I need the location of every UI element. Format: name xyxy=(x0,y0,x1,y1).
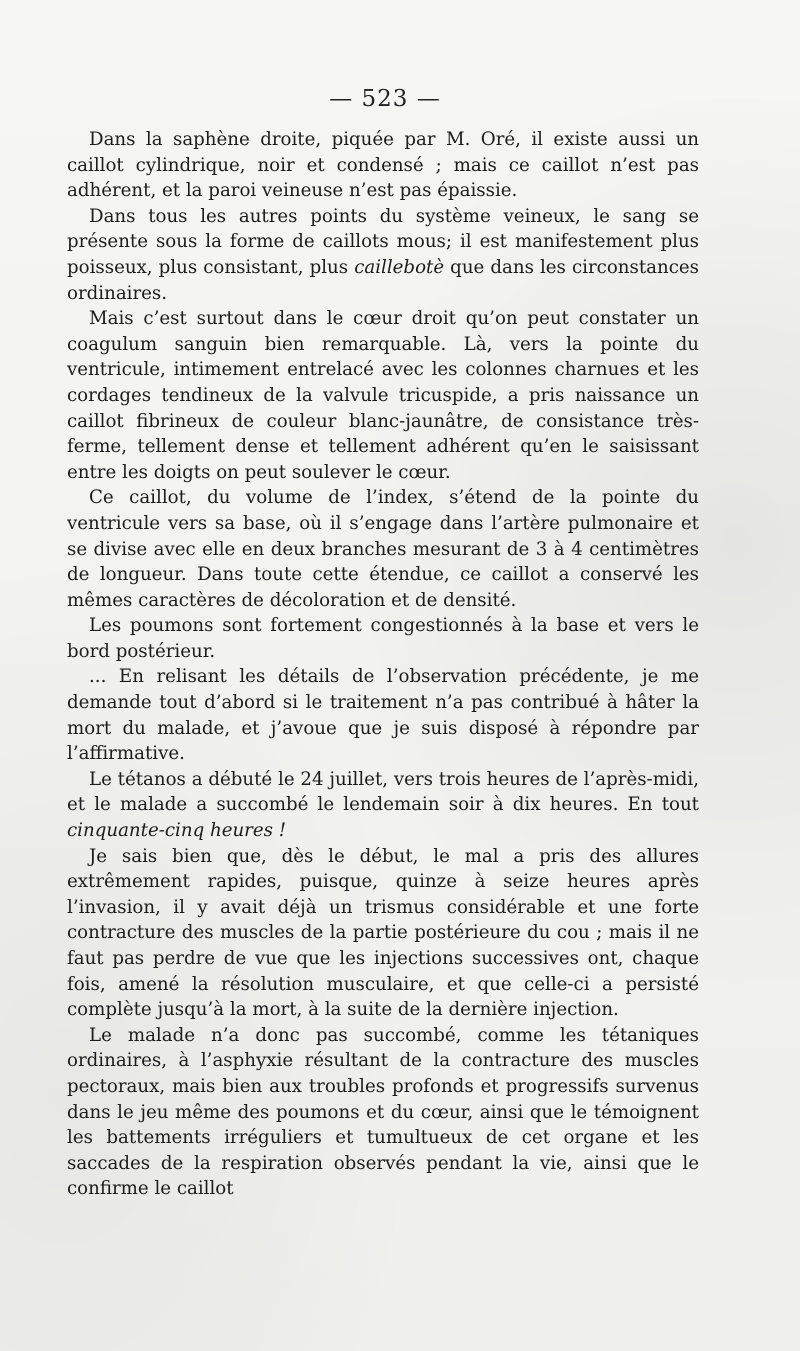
body-text xyxy=(67,127,699,1202)
paragraph xyxy=(67,306,699,485)
paragraph-text: Les poumons sont fortement congestionnés à la base et vers le bord postérieur. xyxy=(67,615,699,662)
paragraph xyxy=(67,204,699,306)
page-number: — 523 — xyxy=(329,86,441,112)
italic-text: caillebotè xyxy=(354,256,445,278)
italic-text: cinquante-cinq heures ! xyxy=(67,820,287,842)
paragraph-text: Dans tous les autres points du système veineux, le sang se présente sous la forme de caillots mous; il est manifestement plus poisseux, plus consistant, plus xyxy=(67,205,699,278)
paragraph xyxy=(67,127,699,204)
paragraph xyxy=(67,1023,699,1202)
paragraph-text: Mais c’est surtout dans le cœur droit qu’on peut constater un coagulum sanguin bien remarquable. Là, vers la pointe du ventricule, intimement entrelacé avec les colonnes charnues et les cordages tendineux de la valvule tricuspide, a pris naissance un caillot fibrineux de couleur blanc-jaunâtre, de consistance très-ferme, tellement dense et tellement adhérent qu’en le saisissant entre les doigts on peut soulever le cœur. xyxy=(67,308,699,483)
paragraph-text: que dans les circonstances ordinaires. xyxy=(67,256,699,304)
paragraph xyxy=(67,844,699,1023)
paragraph-text: Je sais bien que, dès le début, le mal a pris des allures extrêmement rapides, puisque, quinze à seize heures après l’invasion, il y avait déjà un trismus considérable et une forte contracture des muscles de la partie postérieure du cou ; mais il ne faut pas perdre de vue que les injections successives ont, chaque fois, amené la résolution musculaire, et que celle-ci a persisté complète jusqu’à la mort, à la suite de la dernière injection. xyxy=(67,845,699,1021)
paragraph-text: Le tétanos a débuté le 24 juillet, vers trois heures de l’après-midi, et le malade a succombé le lendemain soir à dix heures. En tout xyxy=(67,768,699,816)
paragraph xyxy=(67,485,699,613)
paragraph-text: Ce caillot, du volume de l’index, s’étend de la pointe du ventricule vers sa base, où il s’engage dans l’artère pulmonaire et se divise avec elle en deux branches mesurant de 3 à 4 centimètres de longueur. Dans toute cette étendue, ce caillot a conservé les mêmes caractères de décoloration et de densité. xyxy=(67,487,699,611)
paragraph xyxy=(67,613,699,664)
paragraph xyxy=(67,767,699,844)
paragraph xyxy=(67,664,699,766)
paragraph-text: Dans la saphène droite, piquée par M. Oré, il existe aussi un caillot cylindrique, noir et condensé ; mais ce caillot n’est pas adhérent, et la paroi veineuse n’est pas épaissie. xyxy=(67,129,699,202)
paragraph-text: ... En relisant les détails de l’observation précédente, je me demande tout d’abord si le traitement n’a pas contribué à hâter la mort du malade, et j’avoue que je suis disposé à répondre par l’affirmative. xyxy=(67,666,699,765)
paragraph-text: Le malade n’a donc pas succombé, comme les tétaniques ordinaires, à l’asphyxie résultant de la contracture des muscles pectoraux, mais bien aux troubles profonds et progressifs survenus dans le jeu même des poumons et du cœur, ainsi que le témoignent les battements irréguliers et tumultueux de cet organe et les saccades de la respiration observés pendant la vie, ainsi que le confirme le caillot xyxy=(67,1024,699,1200)
